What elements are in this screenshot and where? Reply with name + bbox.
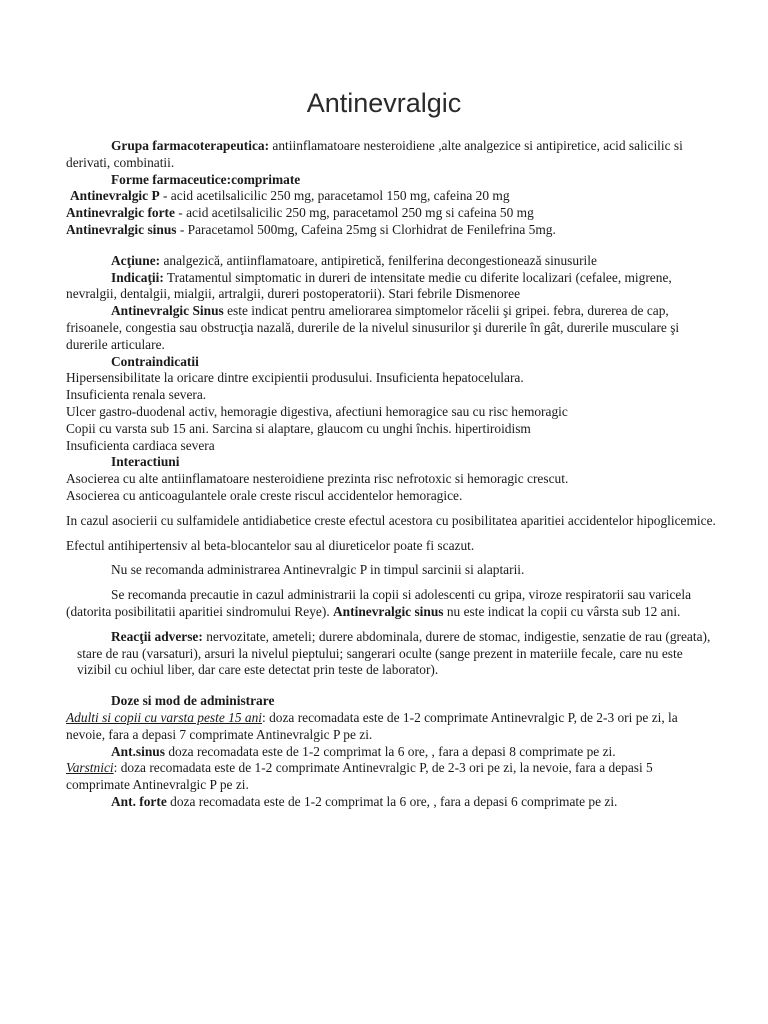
grupa-text: antiinflamatoare nesteroidiene ,alte analgezice si antipiretice, acid salicilic si derivati, combinatii.: [66, 138, 683, 170]
document-body: [66, 138, 716, 811]
doze-forte-paragraph: Ant. forte doza recomadata este de 1-2 comprimat la 6 ore, , fara a depasi 6 comprimate pe zi.: [111, 793, 618, 809]
indicatii-paragraph: Indicaţii: Tratamentul simptomatic in dureri de intensitate medie cu diferite localizari (cefalee, migrene, nevralgii, dentalgii, mialgii, artralgii, dureri postoperatorii). Stari febrile Dismenoree: [66, 269, 672, 302]
interactiuni-heading: Interactiuni: [111, 454, 180, 470]
forme-item-sinus: Antinevralgic sinus - Paracetamol 500mg, Cafeina 25mg si Clorhidrat de Fenilefrina 5mg.: [66, 221, 556, 237]
doze-varstnici-paragraph: Varstnici: doza recomadata este de 1-2 comprimate Antinevralgic P, de 2-3 ori pe zi, la nevoie, fara a depasi 5 comprimate Antinevralgic P pe zi.: [66, 760, 653, 793]
sarcina-paragraph: Nu se recomanda administrarea Antinevralgic P in timpul sarcinii si alaptarii.: [111, 562, 525, 578]
forme-item-p: Antinevralgic P - acid acetilsalicilic 250 mg, paracetamol 150 mg, cafeina 20 mg: [70, 188, 510, 204]
contraindicatie-line: Insuficienta cardiaca severa: [66, 437, 215, 453]
doze-adulti-paragraph: Adulti si copii cu varsta peste 15 ani: doza recomadata este de 1-2 comprimate Antinevralgic P, de 2-3 ori pe zi, la nevoie, fara a depasi 7 comprimate Antinevralgic P pe zi.: [66, 709, 678, 742]
contraindicatie-line: Insuficienta renala severa.: [66, 387, 207, 403]
forme-item-forte: Antinevralgic forte - acid acetilsalicilic 250 mg, paracetamol 250 mg si cafeina 50 mg: [66, 205, 534, 221]
contraindicatie-line: Hipersensibilitate la oricare dintre excipientii produsului. Insuficienta hepatocelulara.: [66, 370, 524, 386]
actiune-paragraph: Acţiune: analgezică, antiinflamatoare, antipiretică, fenilferina decongestionează sinusurile: [111, 252, 597, 268]
antihipertensiv-paragraph: Efectul antihipertensiv al beta-blocantelor sau al diureticelor poate fi scazut.: [66, 537, 475, 553]
reactii-paragraph: Reacţii adverse: nervozitate, ameteli; durere abdominala, durere de stomac, indigestie, senzatie de rau (greata), stare de rau (varsaturi), arsuri la nivelul pieptului; sangerari oculte (sange prezent in materiile fecale, care nu este vizibil cu ochiul liber, dar care este detectat prin teste de laborator).: [77, 628, 711, 678]
interactiune-line: Asocierea cu alte antiinflamatoare nesteroidiene prezinta risc nefrotoxic si hemoragic crescut.: [66, 471, 569, 487]
interactiune-line: Asocierea cu anticoagulantele orale creste riscul accidentelor hemoragice.: [66, 487, 463, 503]
sulfamide-paragraph: In cazul asocierii cu sulfamidele antidiabetice creste efectul acestora cu posibilitatea aparitiei accidentelor hipoglicemice.: [66, 512, 716, 528]
forme-heading: Forme farmaceutice:comprimate: [111, 171, 301, 187]
contraindicatii-heading: Contraindicatii: [111, 353, 199, 369]
grupa-label: Grupa farmacoterapeutica:: [111, 138, 270, 153]
grupa-paragraph: [66, 138, 716, 172]
precautie-paragraph: Se recomanda precautie in cazul administrarii la copii si adolescenti cu gripa, viroze respiratorii sau varicela (datorita posibilitatii aparitiei sindromului Reye). Antinevralgic sinus nu este indicat la copii cu vârsta sub 12 ani.: [66, 587, 692, 619]
sinus-indication-paragraph: Antinevralgic Sinus este indicat pentru ameliorarea simptomelor răcelii şi gripei. febra, durerea de cap, frisoanele, congestia sau obstrucţia nazală, durerile de la nivelul sinusurilor şi durerile în gât, durerile musculare şi durerile articulare.: [66, 303, 680, 352]
doze-sinus-paragraph: Ant.sinus doza recomadata este de 1-2 comprimat la 6 ore, , fara a depasi 8 comprimate pe zi.: [111, 743, 616, 759]
contraindicatie-line: Copii cu varsta sub 15 ani. Sarcina si alaptare, glaucom cu unghi închis. hipertiroidism: [66, 420, 531, 436]
doze-heading: Doze si mod de administrare: [111, 693, 275, 709]
page-title: Antinevralgic: [306, 88, 462, 118]
contraindicatie-line: Ulcer gastro-duodenal activ, hemoragie digestiva, afectiuni hemoragice sau cu risc hemoragic: [66, 403, 568, 419]
